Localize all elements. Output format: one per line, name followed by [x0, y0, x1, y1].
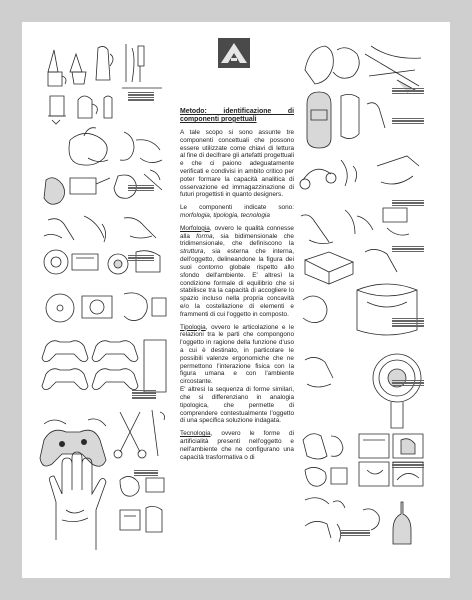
speaker-disc-sketch	[305, 354, 421, 428]
product-grid-sketch	[359, 434, 423, 486]
bottle-sketch	[363, 502, 411, 544]
morfologia-text-3: , sia esterna che interna, dell'oggetto, delineandone la figura dei suoi	[180, 248, 294, 271]
contorno-term: contorno	[198, 263, 224, 271]
components-lead: Le componenti indicate sono:	[180, 204, 294, 212]
tecnologia-paragraph	[180, 430, 294, 461]
caption-block	[392, 200, 424, 207]
caption-block	[392, 462, 424, 469]
tipologia-text-2: E' altresì la sequenza di forme similari, che si differenziano in analogia tipologica, che permette di comprendere contestualmente l'oggetto di una specifica soluzione indagata.	[180, 386, 294, 425]
caption-block	[392, 88, 424, 95]
components-paragraph	[180, 204, 294, 220]
caption-block	[128, 92, 154, 102]
moka-pot-sketch	[48, 46, 113, 86]
kettle-sketch	[48, 96, 112, 124]
gloves-objects-sketch	[303, 434, 347, 542]
morfologia-text-1: , ovvero le qualità connesse alla	[180, 224, 294, 240]
scissors-hand-sketch	[44, 216, 156, 242]
gamepad-grid-sketch	[42, 340, 166, 392]
utensil-sketch	[122, 44, 162, 88]
caption-block	[392, 118, 424, 125]
headphones-sketch	[300, 156, 419, 189]
hand-grip-sketch	[69, 128, 162, 165]
caption-block	[128, 255, 154, 262]
small-objects-sketch	[120, 476, 164, 532]
game-controller-hand-sketch	[40, 419, 106, 466]
forma-term: forma	[196, 232, 213, 240]
caption-block	[392, 380, 424, 387]
struttura-term: struttura	[180, 248, 204, 256]
hand-gesture-sketch	[301, 208, 409, 244]
triangle-mountain-logo	[218, 38, 250, 68]
caption-block	[132, 390, 156, 400]
phone-hand-sketch	[305, 46, 421, 92]
caption-block	[340, 530, 370, 537]
tipologia-term: Tipologia	[180, 323, 206, 331]
tipologia-text: , ovvero le articolazione e le relazioni tra le parti che compongono l'oggetto in ragione della funzione d'uso a cui è destinato, in particolare le possibili valenze ergonomiche che ne permettono l'interazione fisica con la figura umana e con l'ambiente circostante.	[180, 323, 294, 386]
article-column	[180, 108, 294, 466]
morfologia-term: Morfologia	[180, 224, 210, 232]
morfologia-text-2: , sia bidimensionale che tridimensionale, che definiscono la	[180, 232, 294, 248]
caption-block	[392, 318, 424, 328]
morfologia-text-4: globale rispetto allo sfondo dell'ambiente. E' altresì la condizione formale di equilibrio che si stabilisce tra la capacità di accogliere lo spazio incluso nella propria concavità e/o la costellazione di elementi e frammenti di cui l'oggetto in composto.	[180, 263, 294, 318]
intro-paragraph: A tale scopo si sono assunte tre componenti concettuali che possono essere utilizzate come chiavi di lettura al fine di decifrare gli artefatti progettuali e che ci paiono adeguatamente verificati e condivisi in ambito critico per poter formare la capacità analitica di osservazione ed immagazzinazione di futuri progettisti in quanto designers.	[180, 128, 294, 199]
tools-sketch	[114, 410, 165, 458]
components-list: morfologia, tipologia, tecnologia	[180, 212, 270, 219]
tecnologia-text: , ovvero le forme di artificialità presenti nell'oggetto e nell'ambiente che ne configurano una capacità trasformativa o di	[180, 430, 294, 461]
right-sketch-column	[297, 40, 432, 550]
open-hand-sketch	[50, 452, 107, 550]
morfologia-paragraph	[180, 225, 294, 319]
cd-player-sketch	[46, 293, 166, 322]
caption-block	[128, 185, 154, 192]
tipologia-paragraph	[180, 324, 294, 426]
caption-block	[134, 470, 158, 477]
article-title: Metodo: identificazione di componenti progettuali	[180, 108, 294, 123]
caption-block	[392, 246, 424, 253]
tecnologia-term: Tecnologia	[180, 430, 211, 438]
mobile-phone-sketch	[307, 92, 385, 148]
cooktop-sketch	[305, 249, 397, 284]
